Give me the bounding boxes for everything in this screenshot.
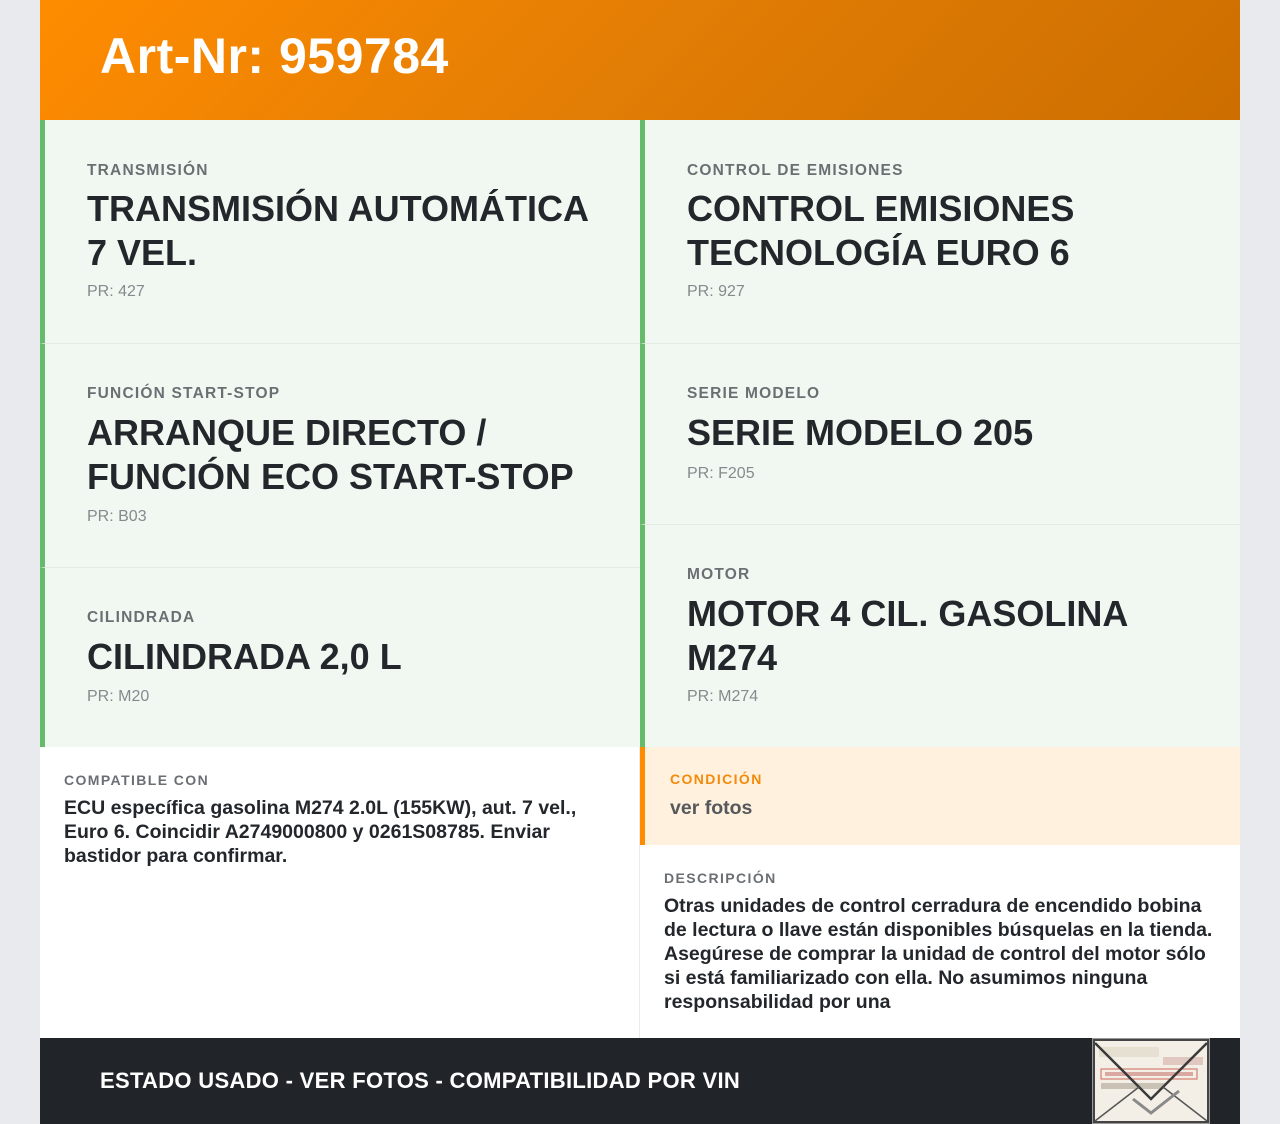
condition-section <box>640 747 1240 845</box>
page-title: Art-Nr: 959784 <box>100 28 449 84</box>
description-section <box>640 845 1240 1038</box>
compatible-text: ECU específica gasolina M274 2.0L (155KW), aut. 7 vel., Euro 6. Coincidir A2749000800 y 0261S08785. Enviar bastidor para confirmar. <box>64 797 577 867</box>
header <box>40 0 1240 120</box>
spec-value: CONTROL EMISIONES TECNOLOGÍA EURO 6 <box>687 188 1075 273</box>
condition-text: ver fotos <box>670 797 753 819</box>
spec-start-stop <box>40 343 640 567</box>
spec-pr-code: PR: F205 <box>687 465 755 482</box>
spec-label: TRANSMISIÓN <box>87 162 209 179</box>
description-label: DESCRIPCIÓN <box>664 870 777 886</box>
spec-value: MOTOR 4 CIL. GASOLINA M274 <box>687 593 1128 678</box>
spec-pr-code: PR: B03 <box>87 508 147 525</box>
product-card <box>40 0 1240 1124</box>
spec-label: MOTOR <box>687 566 751 583</box>
spec-pr-code: PR: M20 <box>87 688 150 705</box>
spec-pr-code: PR: 927 <box>687 283 745 300</box>
spec-displacement <box>40 567 640 747</box>
spec-label: CONTROL DE EMISIONES <box>687 162 904 179</box>
label-photo-icon <box>1093 1039 1209 1123</box>
spec-value: CILINDRADA 2,0 L <box>87 636 402 677</box>
description-text: Otras unidades de control cerradura de encendido bobina de lectura o llave están disponibles búsquelas en la tienda. Asegúrese de comprar la unidad de control del motor sólo si está familiarizado con ella. No asumimos ninguna responsabilidad por una <box>664 895 1213 1013</box>
spec-value: ARRANQUE DIRECTO / FUNCIÓN ECO START-STOP <box>87 412 574 497</box>
product-photo-thumbnail[interactable] <box>1092 1038 1210 1124</box>
spec-label: FUNCIÓN START-STOP <box>87 385 281 402</box>
spec-engine <box>640 524 1240 747</box>
spec-emissions <box>640 120 1240 343</box>
footer <box>40 1038 1240 1124</box>
spec-model-series <box>640 343 1240 524</box>
compatible-section <box>40 747 640 1038</box>
spec-label: CILINDRADA <box>87 609 196 626</box>
condition-label: CONDICIÓN <box>670 771 763 787</box>
spec-pr-code: PR: 427 <box>87 283 145 300</box>
spec-pr-code: PR: M274 <box>687 688 759 705</box>
footer-text: ESTADO USADO - VER FOTOS - COMPATIBILIDAD POR VIN <box>100 1068 741 1093</box>
spec-value: TRANSMISIÓN AUTOMÁTICA 7 VEL. <box>87 188 588 273</box>
compatible-label: COMPATIBLE CON <box>64 772 210 788</box>
spec-label: SERIE MODELO <box>687 385 821 402</box>
spec-transmission <box>40 120 640 343</box>
spec-value: SERIE MODELO 205 <box>687 412 1034 453</box>
